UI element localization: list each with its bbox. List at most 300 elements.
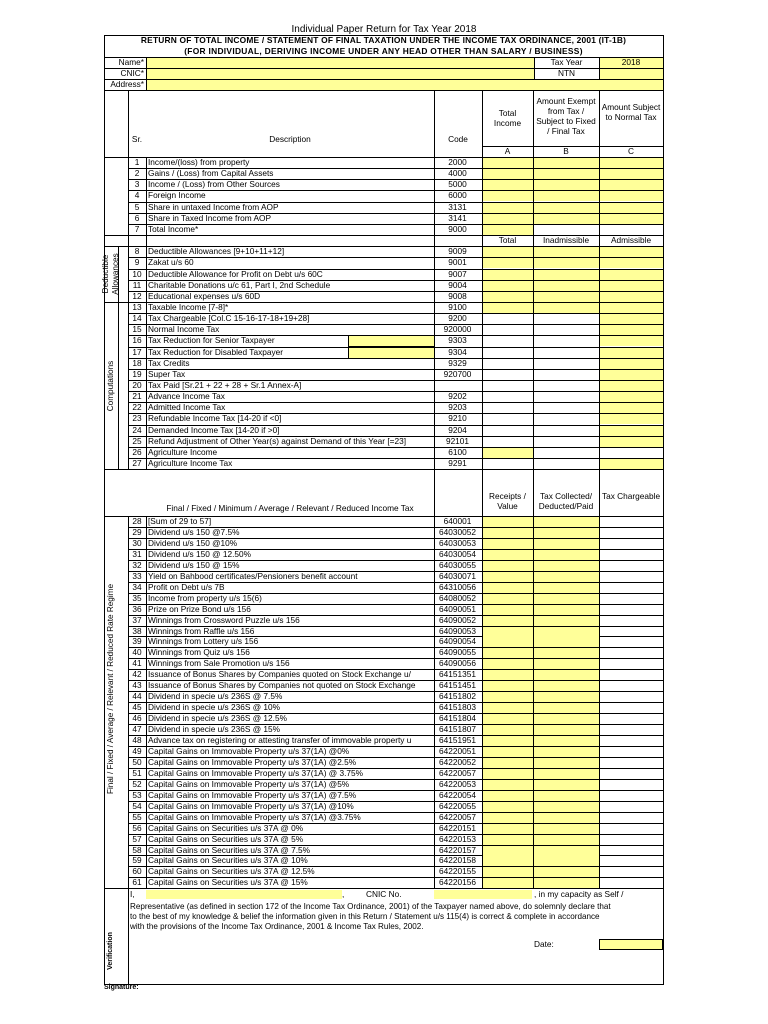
row-code: 64090055 [439, 647, 476, 658]
row-code: 64220057 [439, 767, 476, 778]
row-code: 64151351 [439, 669, 476, 680]
row-description: Winnings from Crossword Puzzle u/s 156 [148, 614, 300, 625]
row-code: 920000 [443, 324, 472, 335]
verification-i: I, [130, 889, 135, 900]
amount-input-a[interactable] [483, 670, 533, 680]
row-description: Dividend in specie u/s 236S @ 12.5% [148, 713, 287, 724]
row-description: Dividend in specie u/s 236S @ 10% [148, 702, 281, 713]
col-c-label: C [628, 146, 634, 156]
amount-input-a[interactable] [483, 247, 533, 257]
row-sr: 6 [134, 212, 140, 223]
row-code: 64030054 [439, 548, 476, 559]
row-sr: 9 [134, 257, 140, 268]
amount-input-b[interactable] [534, 203, 599, 213]
amount-input-c[interactable] [600, 158, 663, 168]
amount-input-a[interactable] [483, 769, 533, 779]
amount-input-a[interactable] [483, 714, 533, 724]
amount-input-a[interactable] [483, 648, 533, 658]
amount-input-b[interactable] [534, 867, 599, 877]
row-sr: 38 [132, 625, 142, 636]
row-sr: 5 [134, 201, 140, 212]
deductible-section-label: Deductible Allowances [101, 253, 120, 295]
verification-cnic-label: CNIC No. [366, 889, 402, 900]
cnic-label: CNIC* [120, 68, 144, 78]
row-description: Foreign Income [148, 190, 206, 201]
amount-input-a[interactable] [483, 180, 533, 190]
row-code: 9303 [448, 335, 467, 346]
col-inadmissible-header: Inadmissible [542, 235, 590, 246]
amount-input-a[interactable] [483, 605, 533, 615]
amount-input-a[interactable] [483, 448, 533, 458]
row-code: 9210 [448, 413, 467, 424]
row-code: 9202 [448, 391, 467, 402]
amount-input-b[interactable] [534, 791, 599, 801]
row-sr: 35 [132, 592, 142, 603]
amount-input-a[interactable] [483, 627, 533, 637]
row-sr: 25 [132, 435, 142, 446]
verification-section-label: Verification [107, 932, 114, 971]
row-sr: 51 [132, 767, 142, 778]
amount-input-b[interactable] [534, 605, 599, 615]
row-description: Agriculture Income Tax [148, 458, 233, 469]
declarant-cnic-input[interactable] [434, 890, 532, 899]
amount-input-a[interactable] [483, 539, 533, 549]
amount-input-c[interactable] [600, 169, 663, 179]
amount-input-a[interactable] [483, 703, 533, 713]
amount-input-c[interactable] [600, 214, 663, 224]
amount-input-b[interactable] [534, 758, 599, 768]
row-code: 3131 [448, 201, 467, 212]
row-sr: 12 [132, 290, 142, 301]
row-sr: 36 [132, 603, 142, 614]
col-final-desc-header: Final / Fixed / Minimum / Average / Relevant / Reduced Income Tax [166, 503, 414, 513]
amount-input-b[interactable] [534, 681, 599, 691]
row-description: Capital Gains on Immovable Property u/s 37(1A) @5% [148, 778, 350, 789]
row-description: Educational expenses u/s 60D [148, 290, 261, 301]
row-code: 64220054 [439, 789, 476, 800]
amount-input-b[interactable] [534, 802, 599, 812]
row-code: 64220053 [439, 778, 476, 789]
date-label: Date: [534, 939, 554, 950]
row-code: 64220057 [439, 811, 476, 822]
amount-input-b[interactable] [534, 292, 599, 302]
grid-line [533, 516, 534, 888]
row-sr: 48 [132, 735, 142, 745]
amount-input-b[interactable] [534, 191, 599, 201]
row-sr: 7 [134, 223, 140, 234]
row-code: 64151807 [439, 724, 476, 735]
row-code: 64151803 [439, 702, 476, 713]
amount-input-b[interactable] [534, 169, 599, 179]
ntn-input[interactable] [599, 68, 664, 80]
amount-input-a[interactable] [483, 802, 533, 812]
row-description: Tax Reduction for Senior Taxpayer [148, 335, 275, 346]
amount-input-c[interactable] [600, 336, 663, 346]
row-description: Winnings from Sale Promotion u/s 156 [148, 658, 290, 669]
amount-input-a[interactable] [483, 835, 533, 845]
amount-input-c[interactable] [600, 459, 663, 469]
amount-input-a[interactable] [483, 270, 533, 280]
row-description: Normal Income Tax [148, 324, 220, 335]
row-code: 9007 [448, 268, 467, 279]
row-description: Tax Credits [148, 357, 190, 368]
amount-input-b[interactable] [534, 648, 599, 658]
row-code: 9008 [448, 290, 467, 301]
amount-input-a[interactable] [483, 659, 533, 669]
row-description: Dividend u/s 150 @ 12.50% [148, 548, 251, 559]
row-description: Winnings from Quiz u/s 156 [148, 647, 250, 658]
amount-input-b[interactable] [534, 692, 599, 702]
row-sr: 45 [132, 702, 142, 713]
row-code: 92101 [445, 435, 470, 446]
col-receipts-header: Receipts / Value [489, 491, 526, 511]
row-code: 64220158 [439, 855, 476, 866]
amount-input-c[interactable] [600, 314, 663, 324]
amount-input-c[interactable] [600, 325, 663, 335]
amount-input-b[interactable] [534, 659, 599, 669]
grid-line [434, 516, 435, 888]
row-description: Issuance of Bonus Shares by Companies quoted on Stock Exchange u/ [148, 669, 411, 680]
row-sr: 19 [132, 368, 142, 379]
amount-input-a[interactable] [483, 225, 533, 235]
grid-line [128, 90, 129, 157]
row-code [434, 380, 481, 391]
col-tax-collected-header: Tax Collected/ Deducted/Paid [538, 491, 594, 511]
col-admissible-header: Admissible [610, 235, 652, 246]
row-sr: 8 [134, 246, 140, 257]
amount-input-c[interactable] [600, 258, 663, 268]
amount-input-c[interactable] [600, 381, 663, 391]
amount-input-b[interactable] [534, 780, 599, 790]
amount-input-b[interactable] [534, 703, 599, 713]
col-tax-chargeable-header: Tax Chargeable [601, 491, 661, 501]
row-sr: 40 [132, 647, 142, 658]
row-code: 9009 [448, 246, 467, 257]
row-sr: 27 [132, 458, 142, 469]
grid-line [434, 157, 435, 469]
date-input[interactable] [599, 939, 663, 950]
amount-input-b[interactable] [534, 550, 599, 560]
amount-input-b[interactable] [534, 856, 599, 866]
grid-line [434, 90, 435, 157]
row-code: 920700 [443, 368, 472, 379]
grid-line [533, 469, 534, 516]
amount-input-a[interactable] [483, 758, 533, 768]
row-code: 64090052 [439, 614, 476, 625]
amount-input-c[interactable] [600, 292, 663, 302]
amount-input-a[interactable] [483, 169, 533, 179]
amount-input-c[interactable] [600, 370, 663, 380]
row-code: 9204 [448, 424, 467, 435]
amount-input-b[interactable] [534, 528, 599, 538]
amount-input-a[interactable] [483, 281, 533, 291]
row-code: 64151802 [439, 691, 476, 702]
col-total-header: Total [498, 235, 517, 246]
amount-input-b[interactable] [534, 270, 599, 280]
row-code: 4000 [448, 168, 467, 179]
amount-input-a[interactable] [483, 158, 533, 168]
tax-year-value: 2018 [621, 57, 641, 67]
amount-input-a[interactable] [483, 747, 533, 757]
amount-input-a[interactable] [483, 878, 533, 888]
amount-input-a[interactable] [483, 725, 533, 735]
row-sr: 31 [132, 548, 142, 559]
amount-input-c[interactable] [600, 191, 663, 201]
amount-input-b[interactable] [534, 180, 599, 190]
row-sr: 41 [132, 658, 142, 669]
row-description: Dividend u/s 150 @ 15% [148, 559, 240, 570]
amount-input-a[interactable] [483, 258, 533, 268]
amount-input-b[interactable] [534, 835, 599, 845]
amount-input-b[interactable] [534, 736, 599, 746]
row-sr: 32 [132, 559, 142, 570]
amount-input-b[interactable] [534, 258, 599, 268]
row-sr: 44 [132, 691, 142, 702]
row-sr: 20 [132, 380, 142, 390]
row-description: Capital Gains on Securities u/s 37A @ 10% [148, 855, 308, 866]
amount-input-b[interactable] [534, 747, 599, 757]
row-description: Capital Gains on Immovable Property u/s 37(1A) @2.5% [148, 756, 357, 767]
row-description: Winnings from Lottery u/s 156 [148, 636, 259, 647]
row-sr: 23 [132, 413, 142, 424]
amount-input-c[interactable] [600, 426, 663, 436]
amount-input-c[interactable] [600, 392, 663, 402]
amount-input-b[interactable] [534, 824, 599, 834]
amount-input-c[interactable] [600, 414, 663, 424]
row-sr: 28 [132, 516, 142, 526]
amount-input-b[interactable] [534, 583, 599, 593]
row-code: 9100 [448, 301, 467, 312]
amount-input-b[interactable] [534, 769, 599, 779]
row-code: 64090054 [439, 636, 476, 647]
amount-input-a[interactable] [483, 637, 533, 647]
row-description: Dividend u/s 150 @10% [148, 537, 238, 548]
row-sr: 11 [132, 279, 142, 290]
row-sr: 24 [132, 424, 142, 435]
grid-line [599, 516, 600, 888]
amount-input-a[interactable] [483, 214, 533, 224]
amount-input-a[interactable] [483, 583, 533, 593]
amount-input-a[interactable] [483, 813, 533, 823]
row-sr: 15 [132, 324, 142, 335]
row-sr: 13 [132, 301, 142, 312]
amount-input-a[interactable] [483, 203, 533, 213]
verification-text-1: Representative (as defined in section 172 of the Income Tax Ordinance, 2001) of the Taxpayer named above, do solemnly declare that [130, 902, 611, 912]
row-description: Capital Gains on Securities u/s 37A @ 0% [148, 822, 304, 833]
row-code: 64220156 [439, 877, 476, 888]
declarant-name-input[interactable] [146, 890, 342, 899]
amount-input-b[interactable] [534, 714, 599, 724]
row-sr: 58 [132, 844, 142, 855]
amount-input-c[interactable] [600, 437, 663, 447]
row-code: 3141 [448, 212, 467, 223]
row-description: Dividend in specie u/s 236S @ 7.5% [148, 691, 283, 702]
row-sr: 37 [132, 614, 142, 625]
row-description: Capital Gains on Immovable Property u/s 37(1A) @0% [148, 745, 350, 756]
row-sr: 56 [132, 822, 142, 833]
reduction-input[interactable] [348, 335, 435, 347]
amount-input-a[interactable] [483, 681, 533, 691]
reduction-input[interactable] [348, 347, 435, 359]
amount-input-a[interactable] [483, 561, 533, 571]
amount-input-a[interactable] [483, 846, 533, 856]
row-description: Deductible Allowance for Profit on Debt u/s 60C [148, 268, 323, 279]
amount-input-c[interactable] [600, 281, 663, 291]
row-description: Tax Reduction for Disabled Taxpayer [148, 346, 283, 357]
row-code: 64080052 [439, 592, 476, 603]
grid-line [434, 469, 435, 516]
row-code: 64220153 [439, 833, 476, 844]
row-code: 64220055 [439, 800, 476, 811]
amount-input-c[interactable] [600, 203, 663, 213]
grid-line [128, 888, 129, 984]
grid-line [533, 157, 534, 469]
amount-input-b[interactable] [534, 846, 599, 856]
amount-input-a[interactable] [483, 517, 533, 527]
row-description: Profit on Debt u/s 7B [148, 581, 225, 592]
row-description: Dividend u/s 150 @7.5% [148, 526, 240, 537]
tax-year-label: Tax Year [550, 57, 583, 67]
amount-input-a[interactable] [483, 791, 533, 801]
amount-input-c[interactable] [600, 403, 663, 413]
row-description: Tax Chargeable [Col.C 15-16-17-18+19+28] [148, 313, 310, 324]
amount-input-b[interactable] [534, 214, 599, 224]
grid-line [128, 516, 129, 888]
row-description: Refundable Income Tax [14-20 if <0] [148, 413, 282, 424]
row-description: Zakat u/s 60 [148, 257, 194, 268]
row-code: 6100 [448, 446, 467, 457]
amount-input-c[interactable] [600, 359, 663, 369]
row-description: Charitable Donations u/c 61, Part I, 2nd Schedule [148, 279, 331, 290]
row-code: 64220155 [439, 866, 476, 877]
amount-input-b[interactable] [534, 616, 599, 626]
row-sr: 22 [132, 402, 142, 413]
row-sr: 46 [132, 713, 142, 724]
row-description: Prize on Prize Bond u/s 156 [148, 603, 251, 614]
amount-input-b[interactable] [534, 670, 599, 680]
row-description: Refund Adjustment of Other Year(s) against Demand of this Year [=23] [148, 435, 407, 446]
row-description: Admitted Income Tax [148, 402, 226, 413]
amount-input-b[interactable] [534, 247, 599, 257]
row-sr: 10 [132, 268, 142, 279]
row-sr: 43 [132, 680, 142, 691]
row-sr: 39 [132, 636, 142, 647]
row-sr: 1 [134, 157, 140, 167]
row-description: Taxable Income [7-8]* [148, 301, 229, 312]
amount-input-a[interactable] [483, 856, 533, 866]
row-sr: 50 [132, 756, 142, 767]
amount-input-b[interactable] [534, 725, 599, 735]
amount-input-a[interactable] [483, 528, 533, 538]
row-code: 64220157 [439, 844, 476, 855]
amount-input-a[interactable] [483, 736, 533, 746]
row-description: Advance tax on registering or attesting transfer of immovable property u [148, 735, 412, 745]
amount-input-a[interactable] [483, 780, 533, 790]
row-description: Capital Gains on Immovable Property u/s 37(1A) @10% [148, 800, 354, 811]
row-code: 64030071 [439, 570, 476, 581]
amount-input-a[interactable] [483, 594, 533, 604]
row-description: Advance Income Tax [148, 391, 225, 402]
form-title: Individual Paper Return for Tax Year 2018 [291, 24, 477, 35]
row-sr: 3 [134, 179, 140, 190]
row-sr: 29 [132, 526, 142, 537]
row-description: Super Tax [148, 368, 186, 379]
amount-input-b[interactable] [534, 517, 599, 527]
grid-line [599, 157, 600, 469]
row-description: Share in untaxed Income from AOP [148, 201, 279, 212]
computations-section-label: Computations [106, 360, 115, 411]
amount-input-b[interactable] [534, 878, 599, 888]
amount-input-c[interactable] [600, 303, 663, 313]
amount-input-a[interactable] [483, 550, 533, 560]
row-code: 9001 [448, 257, 467, 268]
amount-input-a[interactable] [483, 824, 533, 834]
row-code: 9000 [448, 223, 467, 234]
amount-input-b[interactable] [534, 572, 599, 582]
amount-input-c[interactable] [600, 180, 663, 190]
amount-input-b[interactable] [534, 637, 599, 647]
amount-input-a[interactable] [483, 616, 533, 626]
row-description: Winnings from Raffle u/s 156 [148, 625, 255, 636]
row-code: 64151804 [439, 713, 476, 724]
grid-line [482, 516, 483, 888]
amount-input-b[interactable] [534, 594, 599, 604]
row-description: Capital Gains on Securities u/s 37A @ 5% [148, 833, 304, 844]
grid-line [482, 469, 483, 516]
amount-input-a[interactable] [483, 867, 533, 877]
amount-input-c[interactable] [600, 270, 663, 280]
amount-input-b[interactable] [534, 281, 599, 291]
col-a-label: A [504, 146, 511, 156]
amount-input-b[interactable] [534, 539, 599, 549]
row-description: Capital Gains on Securities u/s 37A @ 12.5% [148, 866, 315, 877]
row-code: 64310056 [439, 581, 476, 592]
amount-input-b[interactable] [534, 813, 599, 823]
amount-input-a[interactable] [483, 191, 533, 201]
row-description: Total Income* [148, 223, 199, 234]
row-description: Yield on Bahbood certificates/Pensioners benefit account [148, 570, 358, 581]
amount-input-c[interactable] [600, 247, 663, 257]
row-description: Agriculture Income [148, 446, 218, 457]
row-sr: 21 [132, 391, 142, 402]
row-code: 64030053 [439, 537, 476, 548]
amount-input-a[interactable] [483, 292, 533, 302]
row-sr: 30 [132, 537, 142, 548]
row-code: 64151451 [439, 680, 476, 691]
amount-input-b[interactable] [534, 627, 599, 637]
row-sr: 54 [132, 800, 142, 811]
amount-input-a[interactable] [483, 303, 533, 313]
amount-input-b[interactable] [534, 158, 599, 168]
row-description: Tax Paid [Sr.21 + 22 + 28 + Sr.1 Annex-A] [148, 380, 302, 390]
row-code: 64030055 [439, 559, 476, 570]
amount-input-c[interactable] [600, 348, 663, 358]
grid-line [482, 157, 483, 469]
row-code: 64090056 [439, 658, 476, 669]
row-code: 9004 [448, 279, 467, 290]
row-description: Capital Gains on Securities u/s 37A @ 15% [148, 877, 308, 888]
amount-input-a[interactable] [483, 692, 533, 702]
col-sr-header: Sr. [131, 134, 143, 144]
amount-input-a[interactable] [483, 572, 533, 582]
row-code: 64220051 [439, 745, 476, 756]
col-exempt-header: Amount Exempt from Tax / Subject to Fixed / Final Tax [536, 96, 596, 136]
row-code: 640001 [443, 516, 472, 526]
row-sr: 4 [134, 190, 140, 201]
amount-input-b[interactable] [534, 561, 599, 571]
amount-input-b[interactable] [534, 303, 599, 313]
row-sr: 16 [132, 335, 142, 346]
